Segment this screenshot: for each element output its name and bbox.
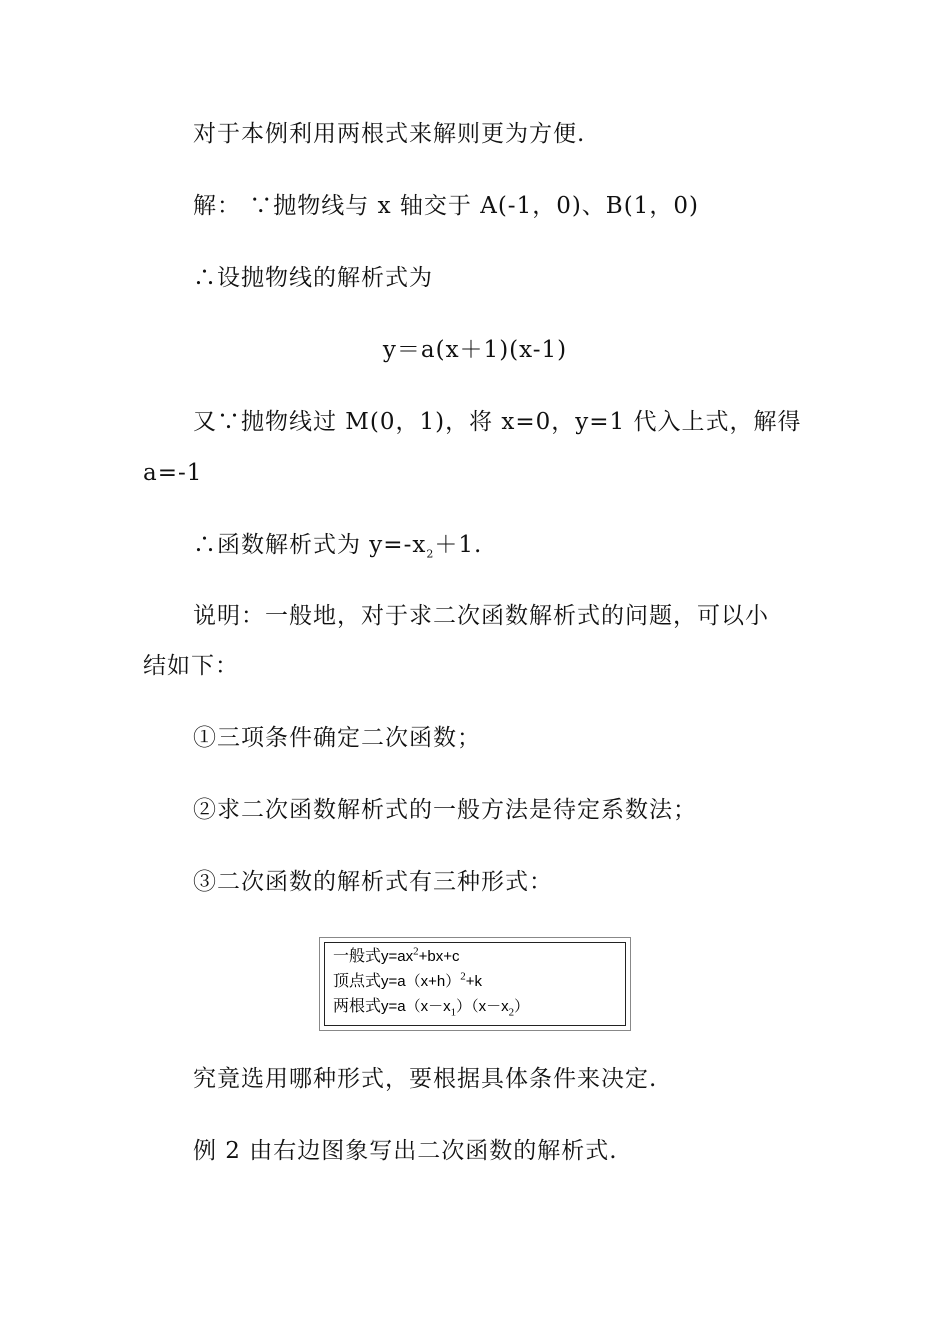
formula-eq: y=a（x+h）	[381, 973, 461, 990]
formula-roots	[333, 996, 529, 1017]
formula-eq: ）	[514, 998, 530, 1015]
subscript: 2	[508, 1006, 515, 1019]
list-item: ③二次函数的解析式有三种形式：	[193, 869, 553, 895]
formula-eq: ）（x－x	[456, 998, 509, 1015]
paragraph-text: ∴设抛物线的解析式为	[193, 265, 433, 291]
formula-label: 顶点式	[333, 971, 382, 990]
formula-label: 一般式	[333, 946, 382, 965]
solution-line: 解： ∵抛物线与 x 轴交于 A(-1，0)、B(1，0)	[193, 193, 699, 219]
formula-vertex	[333, 971, 482, 992]
paragraph-text: a=-1	[143, 460, 203, 486]
result-text: ∴函数解析式为 y=-x	[193, 532, 427, 558]
formula-general	[333, 946, 460, 967]
paragraph-text: 又∵抛物线过 M(0，1)，将 x=0，y=1 代入上式，解得	[193, 409, 802, 435]
formula-frame	[324, 942, 626, 1026]
paragraph-text: 究竟选用哪种形式，要根据具体条件来决定.	[193, 1066, 658, 1092]
equation: y＝a(x＋1)(x-1)	[382, 337, 568, 363]
paragraph-text: 说明：一般地，对于求二次函数解析式的问题，可以小	[193, 603, 769, 629]
formula-eq: +k	[465, 973, 482, 990]
result-line	[193, 530, 482, 560]
superscript: 2	[413, 945, 419, 958]
subscript: 1	[450, 1006, 457, 1019]
paragraph-text: 结如下：	[143, 653, 239, 679]
list-item: ②求二次函数解析式的一般方法是待定系数法；	[193, 797, 697, 823]
superscript: 2	[460, 970, 466, 983]
subscript: 2	[426, 547, 435, 561]
formula-eq: y=ax	[381, 948, 414, 965]
formula-label: 两根式	[333, 996, 382, 1015]
formula-eq: +bx+c	[418, 948, 460, 965]
list-item: ①三项条件确定二次函数；	[193, 725, 481, 751]
result-text-end: ＋1.	[434, 532, 483, 558]
example-heading: 例 2 由右边图象写出二次函数的解析式.	[193, 1138, 618, 1164]
paragraph-text: 对于本例利用两根式来解则更为方便.	[193, 121, 586, 147]
formula-eq: y=a（x－x	[381, 998, 451, 1015]
formula-figure	[319, 937, 631, 1031]
